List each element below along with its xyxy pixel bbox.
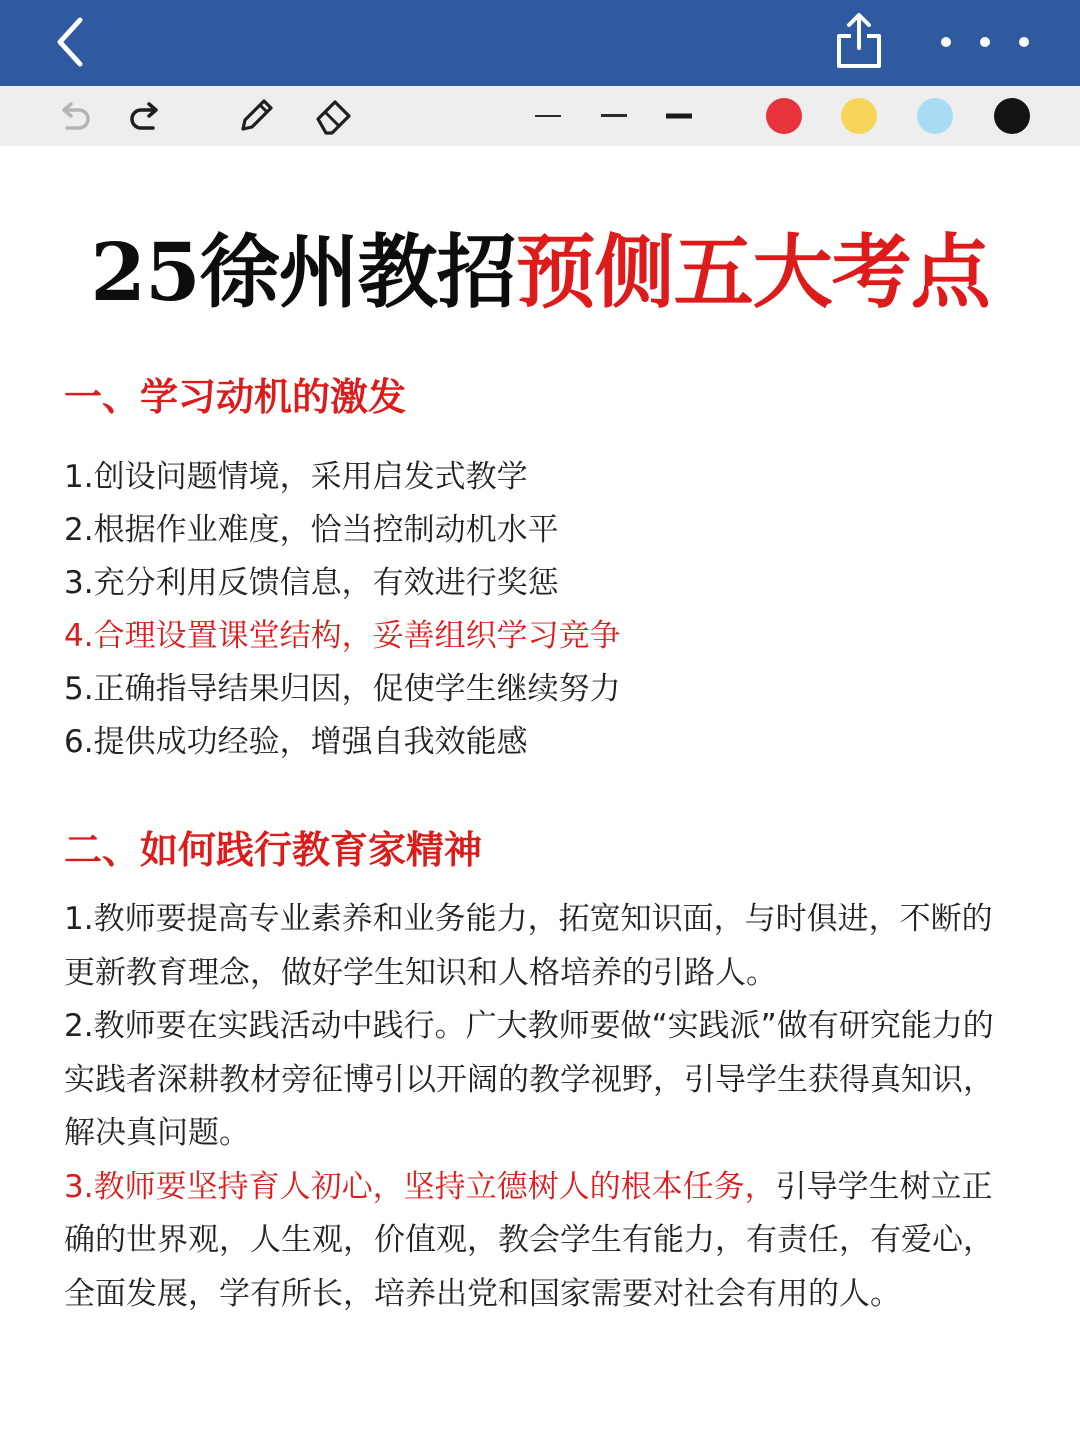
pencil-tool[interactable] xyxy=(230,86,282,146)
list-item: 2.根据作业难度，恰当控制动机水平 xyxy=(64,512,559,548)
stroke-medium[interactable] xyxy=(592,86,636,146)
color-red[interactable] xyxy=(762,86,806,146)
yellow-swatch xyxy=(841,98,877,134)
color-light-blue[interactable] xyxy=(913,86,957,146)
list-item: 6.提供成功经验，增强自我效能感 xyxy=(64,724,528,760)
stroke-thin-icon xyxy=(533,111,563,121)
section-1-heading: 一、学习动机的激发 xyxy=(64,374,407,419)
redo-button[interactable] xyxy=(122,86,172,146)
title-black-part: 25徐州教招 xyxy=(90,225,516,319)
undo-icon xyxy=(53,96,93,136)
undo-button[interactable] xyxy=(48,86,98,146)
list-item: 3.充分利用反馈信息，有效进行奖惩 xyxy=(64,565,559,601)
paragraph-3-rest: 引导学生树立正确的世界观，人生观，价值观，教会学生有能力，有责任，有爱心，全面发展，学有所长，培养出党和国家需要对社会有用的人。 xyxy=(64,1168,994,1312)
color-yellow[interactable] xyxy=(837,86,881,146)
color-black[interactable] xyxy=(990,86,1034,146)
red-swatch xyxy=(766,98,802,134)
back-button[interactable] xyxy=(46,14,98,70)
section-1-list xyxy=(64,451,1014,769)
section-2-paragraphs xyxy=(64,893,1004,1321)
stroke-thin[interactable] xyxy=(526,86,570,146)
section-2-heading: 二、如何践行教育家精神 xyxy=(64,827,483,872)
more-horizontal-icon xyxy=(930,22,1040,62)
black-swatch xyxy=(994,98,1030,134)
redo-icon xyxy=(127,96,167,136)
drawing-toolbar xyxy=(0,86,1080,146)
list-item: 1.创设问题情境，采用启发式教学 xyxy=(64,459,528,495)
eraser-tool[interactable] xyxy=(308,86,360,146)
paragraph-3-highlight: 3.教师要坚持育人初心，坚持立德树人的根本任务， xyxy=(64,1168,776,1205)
eraser-icon xyxy=(312,94,356,138)
share-button[interactable] xyxy=(830,10,888,72)
document-page xyxy=(0,146,1080,1443)
chevron-left-icon xyxy=(46,14,98,70)
paragraph-2: 2.教师要在实践活动中践行。广大教师要做“实践派”做有研究能力的实践者深耕教材旁征博引以开阔的教学视野，引导学生获得真知识，解决真问题。 xyxy=(64,1008,994,1151)
pencil-icon xyxy=(234,94,278,138)
app-header xyxy=(0,0,1080,86)
stroke-thick-icon xyxy=(664,111,694,121)
paragraph-1: 1.教师要提高专业素养和业务能力，拓宽知识面，与时俱进，不断的更新教育理念，做好学生知识和人格培养的引路人。 xyxy=(64,901,993,991)
stroke-medium-icon xyxy=(599,111,629,121)
title-red-part: 预侧五大考点 xyxy=(515,225,990,319)
share-icon xyxy=(830,10,888,72)
page-title xyxy=(0,222,1080,322)
paragraph-3 xyxy=(64,1161,1004,1322)
list-item-highlight: 4.合理设置课堂结构，妥善组织学习竞争 xyxy=(64,618,621,654)
list-item: 5.正确指导结果归因，促使学生继续努力 xyxy=(64,671,621,707)
light-blue-swatch xyxy=(917,98,953,134)
more-options-button[interactable] xyxy=(930,22,1040,62)
stroke-thick[interactable] xyxy=(657,86,701,146)
